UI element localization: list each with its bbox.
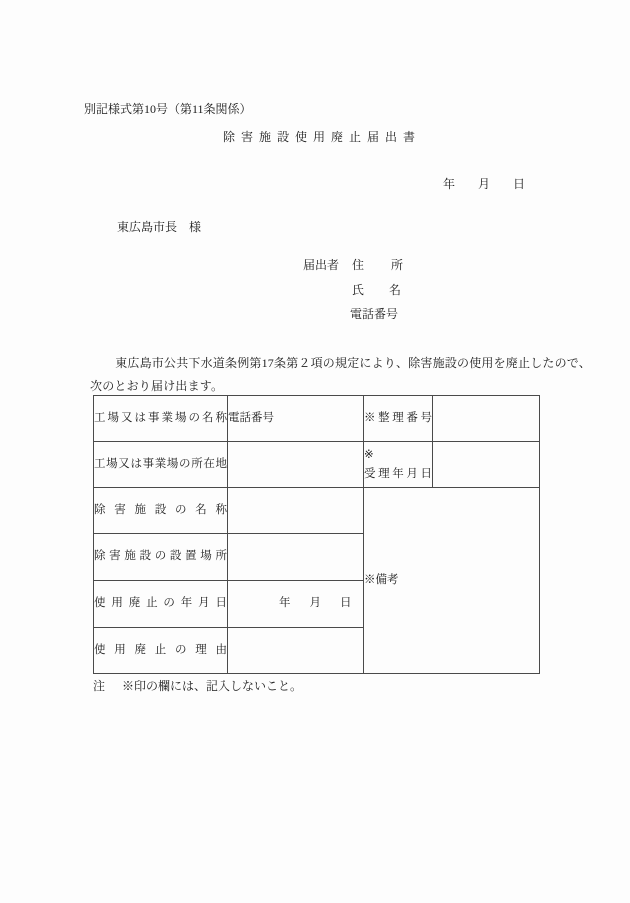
form-number: 別記様式第10号（第11条関係） <box>84 102 252 116</box>
discontinue-date-field <box>228 581 364 628</box>
table-row <box>94 396 540 442</box>
date-day-label: 日 <box>513 177 526 191</box>
discontinue-date-label: 使用廃止の年月日 <box>94 581 228 628</box>
reference-number-label: ※整理番号 <box>364 396 433 442</box>
footnote-text: ※印の欄には、記入しないこと。 <box>122 679 303 693</box>
factory-name-phone-field: 電話番号 <box>228 396 364 442</box>
declarer-label: 届出者 <box>303 258 340 272</box>
remarks-cell: ※備考 <box>364 488 540 674</box>
table-row <box>94 442 540 488</box>
declarer-phone-label: 電話番号 <box>350 307 399 321</box>
reference-number-field <box>433 396 540 442</box>
acceptance-date-field <box>433 442 540 488</box>
body-paragraph-line1: 東広島市公共下水道条例第17条第２項の規定により、除害施設の使用を廃止したので、 <box>103 356 591 370</box>
body-paragraph <box>90 352 591 398</box>
table-row <box>94 488 540 534</box>
form-table <box>93 395 540 674</box>
factory-name-label: 工場又は事業場の名称 <box>94 396 228 442</box>
acceptance-date-text: 受理年月日 <box>364 467 432 480</box>
footnote <box>93 679 302 693</box>
acceptance-date-label <box>364 442 433 488</box>
factory-address-label: 工場又は事業場の所在地 <box>94 442 228 488</box>
discontinue-year-label: 年 <box>279 597 291 610</box>
name-label-last: 名 <box>388 283 401 297</box>
facility-location-field <box>228 534 364 581</box>
body-paragraph-line2: 次のとおり届け出ます。 <box>90 379 224 393</box>
declarer-address-label <box>352 258 403 272</box>
discontinue-reason-field <box>228 628 364 674</box>
facility-name-field <box>228 488 364 534</box>
name-label-first: 氏 <box>352 283 365 297</box>
facility-name-label: 除害施設の名称 <box>94 488 228 534</box>
discontinue-date-placeholders <box>228 597 363 611</box>
addressee-mayor: 東広島市長 様 <box>117 220 202 234</box>
footnote-prefix: 注 <box>93 679 106 693</box>
acceptance-date-mark: ※ <box>364 448 374 461</box>
discontinue-reason-label: 使用廃止の理由 <box>94 628 228 674</box>
discontinue-day-label: 日 <box>340 597 352 610</box>
facility-location-label: 除害施設の設置場所 <box>94 534 228 581</box>
date-month-label: 月 <box>478 177 491 191</box>
factory-address-field <box>228 442 364 488</box>
declarer-name-label <box>352 283 401 297</box>
date-year-label: 年 <box>443 177 456 191</box>
address-label-first: 住 <box>352 258 365 272</box>
address-label-last: 所 <box>390 258 403 272</box>
date-line <box>443 177 525 191</box>
document-title: 除害施設使用廃止届出書 <box>223 130 422 144</box>
discontinue-month-label: 月 <box>309 597 321 610</box>
